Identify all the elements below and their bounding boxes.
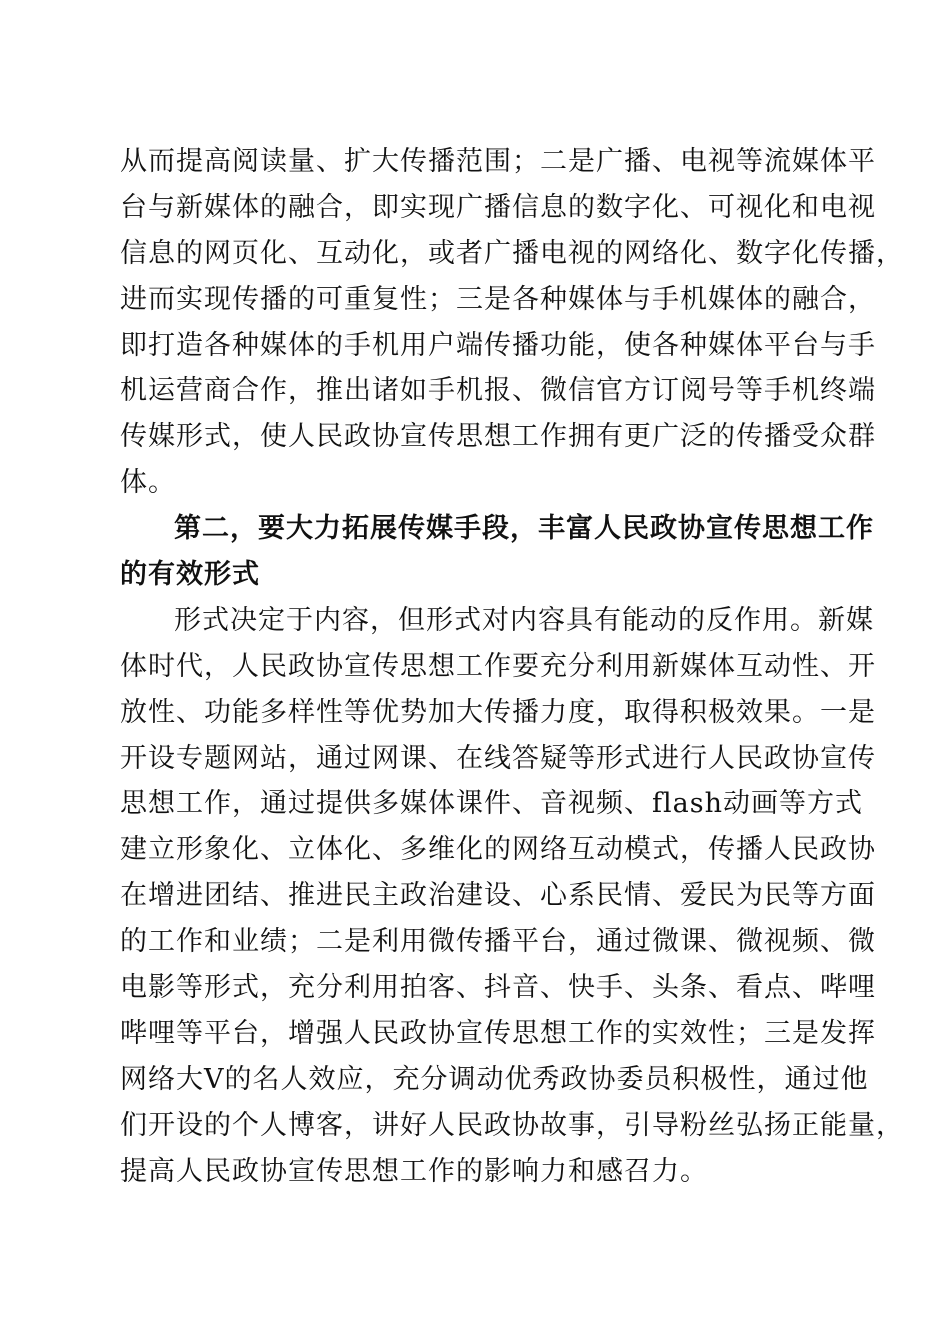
paragraph-1 xyxy=(120,139,904,506)
text-line: 的工作和业绩；二是利用微传播平台，通过微课、微视频、微 xyxy=(120,926,876,958)
text-line: 形式决定于内容，但形式对内容具有能动的反作用。新媒 xyxy=(174,604,874,636)
heading-line: 第二，要大力拓展传媒手段，丰富人民政协宣传思想工作 xyxy=(174,513,874,545)
text-line: 网络大V的名人效应，充分调动优秀政协委员积极性，通过他 xyxy=(120,1063,869,1095)
text-line: 开设专题网站，通过网课、在线答疑等形式进行人民政协宣传 xyxy=(120,742,876,774)
text-line: 台与新媒体的融合，即实现广播信息的数字化、可视化和电视 xyxy=(120,191,876,223)
section-heading xyxy=(120,506,874,598)
text-line: 提高人民政协宣传思想工作的影响力和感召力。 xyxy=(120,1155,708,1187)
text-line: 哔哩等平台，增强人民政协宣传思想工作的实效性；三是发挥 xyxy=(120,1017,876,1049)
text-line: 思想工作，通过提供多媒体课件、音视频、flash动画等方式 xyxy=(120,788,863,820)
text-line: 电影等形式，充分利用拍客、抖音、快手、头条、看点、哔哩 xyxy=(120,972,876,1004)
text-line: 信息的网页化、互动化，或者广播电视的网络化、数字化传播， xyxy=(120,237,904,269)
text-line: 机运营商合作，推出诸如手机报、微信官方订阅号等手机终端 xyxy=(120,375,876,407)
text-line: 体。 xyxy=(120,467,176,499)
document-body xyxy=(120,139,904,1194)
paragraph-2 xyxy=(120,598,904,1195)
text-line: 进而实现传播的可重复性；三是各种媒体与手机媒体的融合， xyxy=(120,283,876,315)
text-line: 放性、功能多样性等优势加大传播力度，取得积极效果。一是 xyxy=(120,696,876,728)
text-line: 们开设的个人博客，讲好人民政协故事，引导粉丝弘扬正能量， xyxy=(120,1109,904,1141)
text-line: 在增进团结、推进民主政治建设、心系民情、爱民为民等方面 xyxy=(120,880,876,912)
text-line: 从而提高阅读量、扩大传播范围；二是广播、电视等流媒体平 xyxy=(120,146,876,177)
text-line: 建立形象化、立体化、多维化的网络互动模式，传播人民政协 xyxy=(120,834,876,866)
heading-line: 的有效形式 xyxy=(120,559,260,591)
text-line: 即打造各种媒体的手机用户端传播功能，使各种媒体平台与手 xyxy=(120,329,876,361)
text-line: 体时代，人民政协宣传思想工作要充分利用新媒体互动性、开 xyxy=(120,650,876,682)
text-line: 传媒形式，使人民政协宣传思想工作拥有更广泛的传播受众群 xyxy=(120,421,876,453)
